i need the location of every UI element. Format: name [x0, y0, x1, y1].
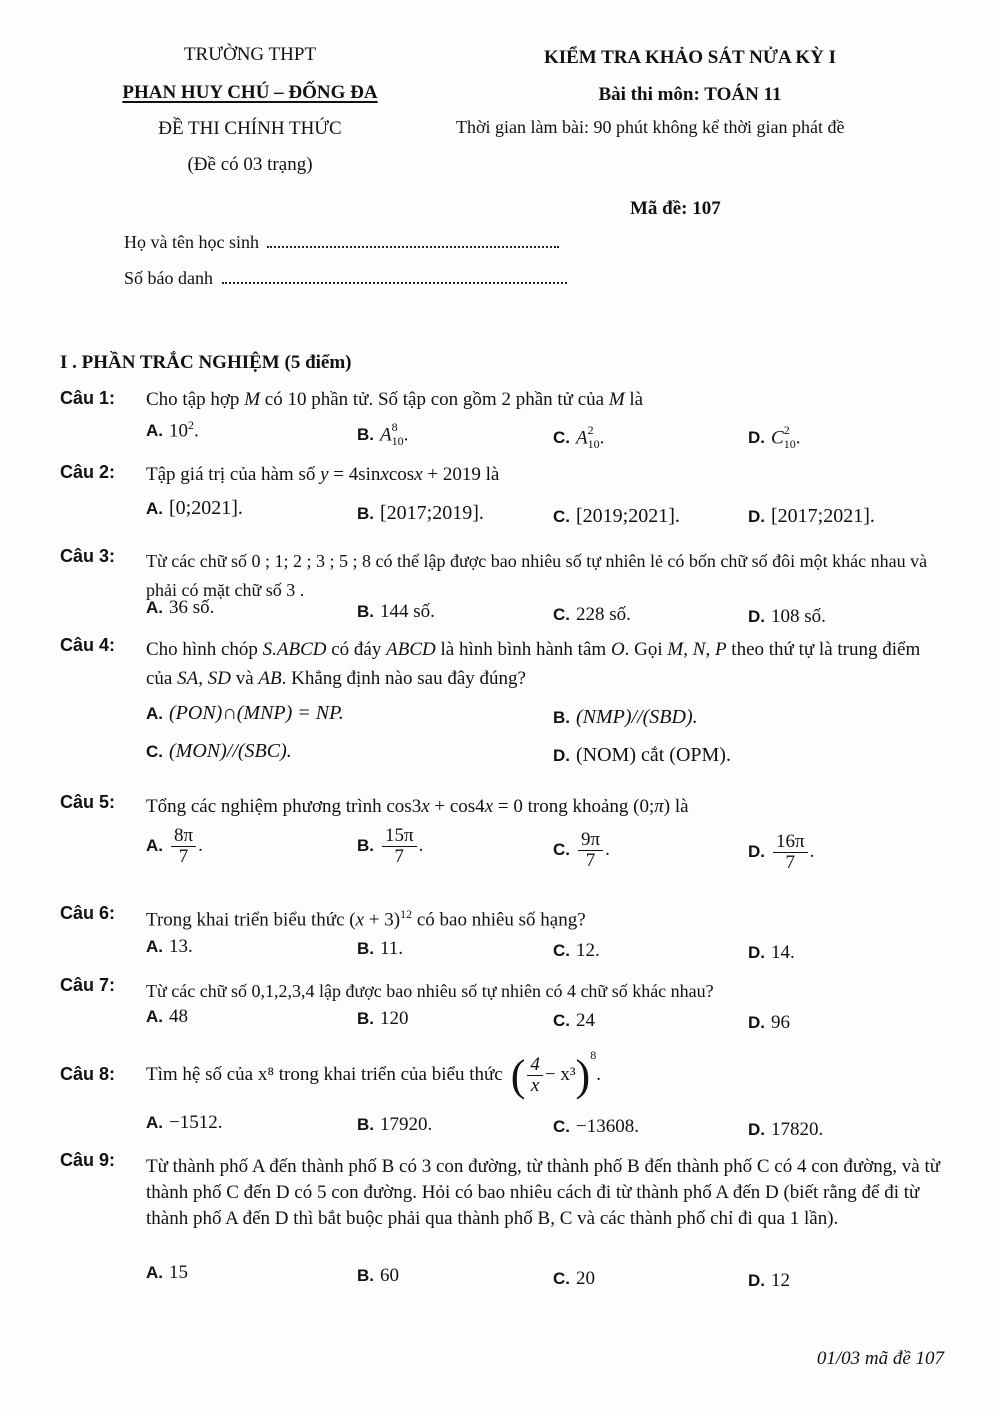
option-b[interactable]: B. 144 số. — [357, 601, 435, 622]
student-name-row — [124, 232, 559, 253]
question-text: Cho tập hợp M có 10 phần tử. Số tập con gồm 2 phần tử của M là — [146, 389, 644, 410]
official-exam-label: ĐỀ THI CHÍNH THỨC — [158, 118, 342, 139]
pages-note: (Đề có 03 trạng) — [187, 154, 313, 175]
option-b[interactable]: B. 120 — [357, 1008, 409, 1029]
option-a[interactable]: A. −1512. — [146, 1112, 223, 1133]
option-b[interactable]: B. $\frac{15\pi}{7}$ . — [357, 825, 424, 867]
option-c[interactable]: C. 24 — [553, 1010, 595, 1031]
option-b[interactable]: B. $A^8_{10}$. — [357, 420, 409, 449]
question-label: Câu 9: — [60, 1150, 116, 1170]
option-d[interactable]: D. 17820. — [748, 1119, 824, 1140]
option-d[interactable]: D. $C^2_{10}$. — [748, 423, 801, 452]
exam-code: Mã đề: 107 — [630, 198, 721, 219]
student-id-label: Số báo danh — [124, 268, 213, 288]
option-c[interactable]: C. $A^2_{10}$. — [553, 423, 605, 452]
exam-title: KIỂM TRA KHẢO SÁT NỬA KỲ I — [543, 47, 837, 68]
question-text: Tìm hệ số của x⁸ trong khai triển của biểu thức ( $\frac{4}{x}$ − x³ ) $^8$ . — [146, 1048, 601, 1100]
question-label: Câu 7: — [60, 975, 116, 995]
question-label: Câu 8: — [60, 1064, 116, 1084]
option-c[interactable]: C. (MON)//(SBC). — [146, 740, 292, 762]
question-text: Từ các chữ số 0,1,2,3,4 lập được bao nhiêu số tự nhiên có 4 chữ số khác nhau? — [146, 981, 714, 1001]
question-text: Từ thành phố A đến thành phố B có 3 con đường, từ thành phố B đến thành phố C có 4 con đường, và từ thành phố C đến D có 5 con đường. Hỏi có bao nhiêu cách đi từ thành phố A đến D (biết rằng để đi từ thành phố A đến D thì bắt buộc phải qua thành phố B, C và các thành phố chỉ đi qua 1 lần). — [146, 1156, 941, 1229]
option-a[interactable]: A. 13. — [146, 936, 193, 957]
option-d[interactable]: D. 96 — [748, 1012, 790, 1033]
question-label: Câu 3: — [60, 546, 116, 566]
student-id-blank[interactable] — [222, 268, 567, 284]
option-c[interactable]: C. 228 số. — [553, 604, 631, 625]
option-d[interactable]: D. 12 — [748, 1270, 790, 1291]
option-b[interactable]: B. 17920. — [357, 1114, 433, 1135]
option-a[interactable]: A. $10^2$. — [146, 418, 199, 442]
fraction: $\frac{16\pi}{7}$ — [773, 832, 808, 873]
option-c[interactable]: C. −13608. — [553, 1116, 639, 1137]
option-d[interactable]: D. 108 số. — [748, 606, 826, 627]
fraction: $\frac{9\pi}{7}$ — [578, 830, 603, 871]
question-label: Câu 5: — [60, 792, 116, 812]
option-b[interactable]: B. [2017;2019]. — [357, 502, 484, 524]
student-name-label: Họ và tên học sinh — [124, 232, 259, 252]
option-a[interactable]: A. (PON)∩(MNP) = NP. — [146, 702, 344, 724]
option-d[interactable]: D. 14. — [748, 942, 795, 963]
option-c[interactable]: C. 12. — [553, 940, 600, 961]
option-a[interactable]: A. 48 — [146, 1006, 188, 1027]
option-b[interactable]: B. 11. — [357, 938, 404, 959]
option-c[interactable]: C. [2019;2021]. — [553, 505, 680, 527]
question-label: Câu 4: — [60, 635, 116, 655]
question-label: Câu 6: — [60, 903, 116, 923]
option-a[interactable]: A. [0;2021]. — [146, 497, 243, 519]
question-text: Tập giá trị của hàm số y = 4sinxcosx + 2019 là — [146, 464, 500, 485]
exam-subject: Bài thi môn: TOÁN 11 — [598, 84, 782, 105]
question-label: Câu 1: — [60, 388, 116, 408]
option-d[interactable]: D. [2017;2021]. — [748, 505, 875, 527]
option-d[interactable]: D. (NOM) cắt (OPM). — [553, 744, 731, 766]
fraction: $\frac{15\pi}{7}$ — [382, 826, 417, 867]
option-d[interactable]: D. $\frac{16\pi}{7}$ . — [748, 831, 815, 873]
option-a[interactable]: A. 36 số. — [146, 597, 215, 618]
question-text: Trong khai triển biểu thức $(x + 3)^{12}$ có bao nhiêu số hạng? — [146, 907, 586, 931]
school-line-1: TRƯỜNG THPT — [183, 44, 317, 65]
question-label: Câu 2: — [60, 462, 116, 482]
student-id-row — [124, 268, 567, 289]
option-a[interactable]: A. 15 — [146, 1262, 188, 1283]
question-text: Cho hình chóp S.ABCD có đáy ABCD là hình bình hành tâm O. Gọi M, N, P theo thứ tự là trung điểm của SA, SD và AB. Khẳng định nào sau đây đúng? — [146, 639, 921, 689]
page-footer: 01/03 mã đề 107 — [816, 1348, 944, 1369]
fraction: $\frac{4}{x}$ — [527, 1055, 543, 1096]
exam-duration: Thời gian làm bài: 90 phút không kể thời gian phát đề — [456, 117, 845, 137]
school-line-2: PHAN HUY CHÚ – ĐỐNG ĐA — [122, 82, 378, 103]
option-a[interactable]: A. $\frac{8\pi}{7}$ . — [146, 825, 203, 867]
option-c[interactable]: C. $\frac{9\pi}{7}$ . — [553, 829, 610, 871]
student-name-blank[interactable] — [267, 232, 559, 248]
question-text: Tổng các nghiệm phương trình cos3x + cos4x = 0 trong khoảng (0;π) là — [146, 796, 689, 817]
fraction: $\frac{8\pi}{7}$ — [171, 826, 196, 867]
question-text: Từ các chữ số 0 ; 1; 2 ; 3 ; 5 ; 8 có thể lập được bao nhiêu số tự nhiên lẻ có bốn chữ số đôi một khác nhau và phải có mặt chữ số 3 . — [146, 551, 928, 600]
option-b[interactable]: B. (NMP)//(SBD). — [553, 706, 698, 728]
option-b[interactable]: B. 60 — [357, 1265, 399, 1286]
option-c[interactable]: C. 20 — [553, 1268, 595, 1289]
section-title: I . PHẦN TRẮC NGHIỆM (5 điểm) — [60, 352, 352, 373]
